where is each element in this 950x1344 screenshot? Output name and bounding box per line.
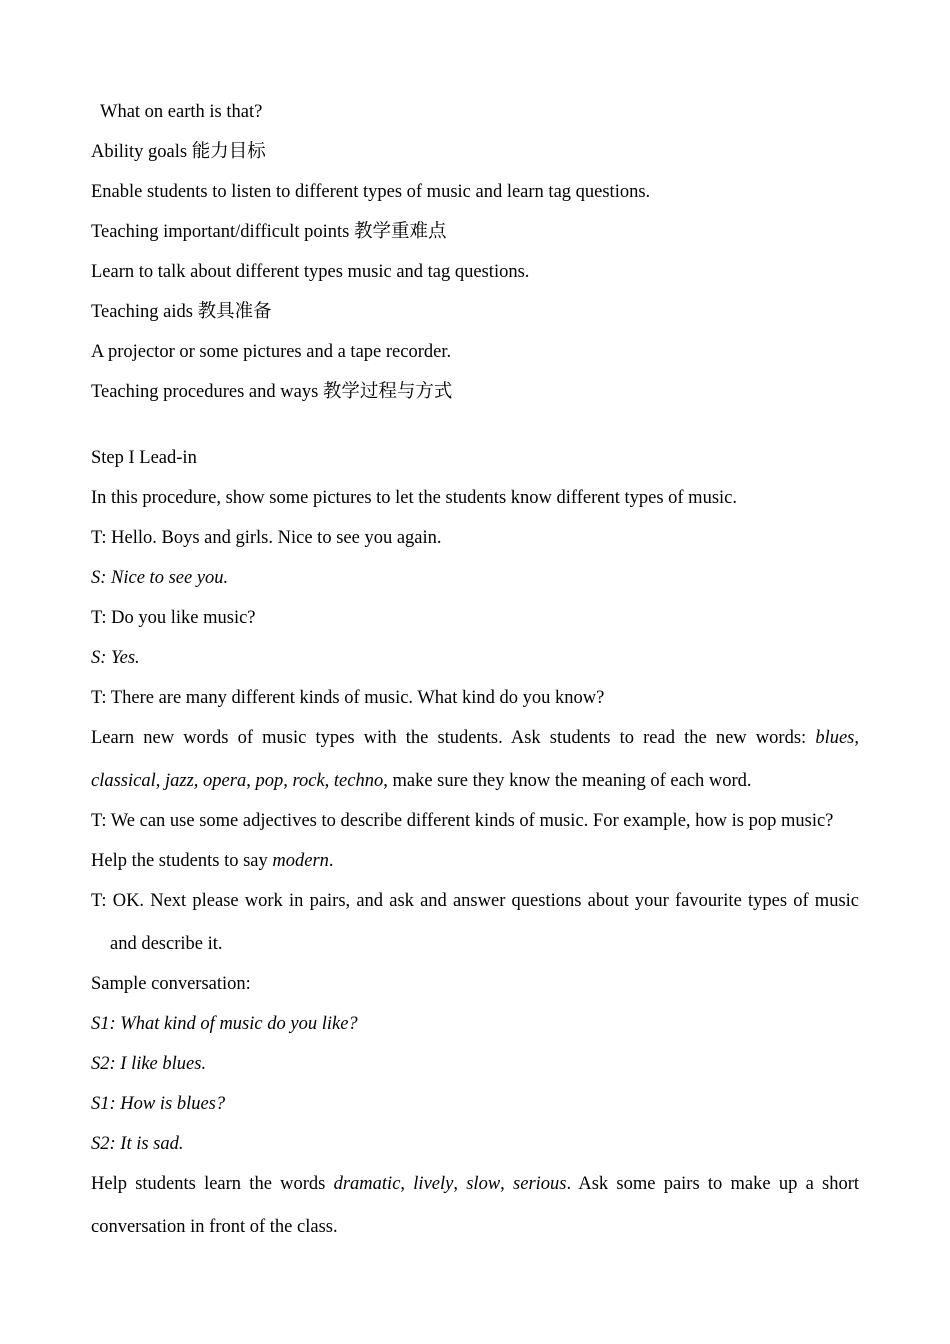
sample-line: S2: I like blues. (91, 1054, 207, 1074)
music-word: techno (333, 771, 384, 791)
ability-goals-heading: Ability goals 能力目标 (91, 142, 266, 162)
music-word: rock (292, 771, 325, 791)
procedures-heading: Teaching procedures and ways 教学过程与方式 (91, 382, 453, 402)
music-word: jazz (165, 771, 194, 791)
help-words-line-2: conversation in front of the class. (91, 1217, 338, 1237)
adjective-word: dramatic (333, 1174, 401, 1194)
adjective-word: slow (466, 1174, 501, 1194)
student-reply: S: Yes. (91, 648, 140, 668)
dialogue-line (91, 647, 859, 669)
music-word: opera (203, 771, 247, 791)
pairs-line-2: and describe it. (110, 934, 223, 954)
sample-line: S1: What kind of music do you like? (91, 1014, 358, 1034)
key-points-heading: Teaching important/difficult points 教学重难点 (91, 222, 447, 242)
adjective-word: lively (413, 1174, 454, 1194)
adjectives-line: T: We can use some adjectives to describe different kinds of music. For example, how is pop music? (91, 811, 834, 831)
step1-intro: In this procedure, show some pictures to let the students know different types of music. (91, 488, 738, 508)
key-points-text: Learn to talk about different types music and tag questions. (91, 262, 530, 282)
adjective-word: serious (513, 1174, 567, 1194)
sample-heading: Sample conversation: (91, 974, 251, 994)
step1-heading: Step I Lead-in (91, 448, 197, 468)
music-word: pop (255, 771, 284, 791)
dialogue-line: T: Hello. Boys and girls. Nice to see you again. (91, 528, 442, 548)
intro-question: What on earth is that? (100, 102, 263, 122)
help-words-line-1: Help students learn the words dramatic, lively, slow, serious. Ask some pairs to make up a short (91, 1174, 860, 1194)
pairs-line-1: T: OK. Next please work in pairs, and ask and answer questions about your favourite types of music (91, 891, 859, 911)
sample-line: S1: How is blues? (91, 1094, 226, 1114)
music-word-blues: blues (815, 728, 855, 748)
modern-line: Help the students to say modern. (91, 851, 334, 871)
music-word: classical (91, 771, 156, 791)
dialogue-line: T: There are many different kinds of music. What kind do you know? (91, 688, 605, 708)
dialogue-line: T: Do you like music? (91, 608, 256, 628)
teaching-aids-heading: Teaching aids 教具准备 (91, 302, 272, 322)
dialogue-line (91, 567, 859, 589)
sample-line: S2: It is sad. (91, 1134, 184, 1154)
word-modern: modern (272, 851, 329, 871)
new-words-line-2: classical, jazz, opera, pop, rock, techno, make sure they know the meaning of each word. (91, 771, 752, 791)
new-words-line-1: Learn new words of music types with the students. Ask students to read the new words: blues, (91, 728, 859, 748)
teaching-aids-text: A projector or some pictures and a tape recorder. (91, 342, 452, 362)
ability-goals-text: Enable students to listen to different types of music and learn tag questions. (91, 182, 651, 202)
student-reply: S: Nice to see you. (91, 568, 229, 588)
